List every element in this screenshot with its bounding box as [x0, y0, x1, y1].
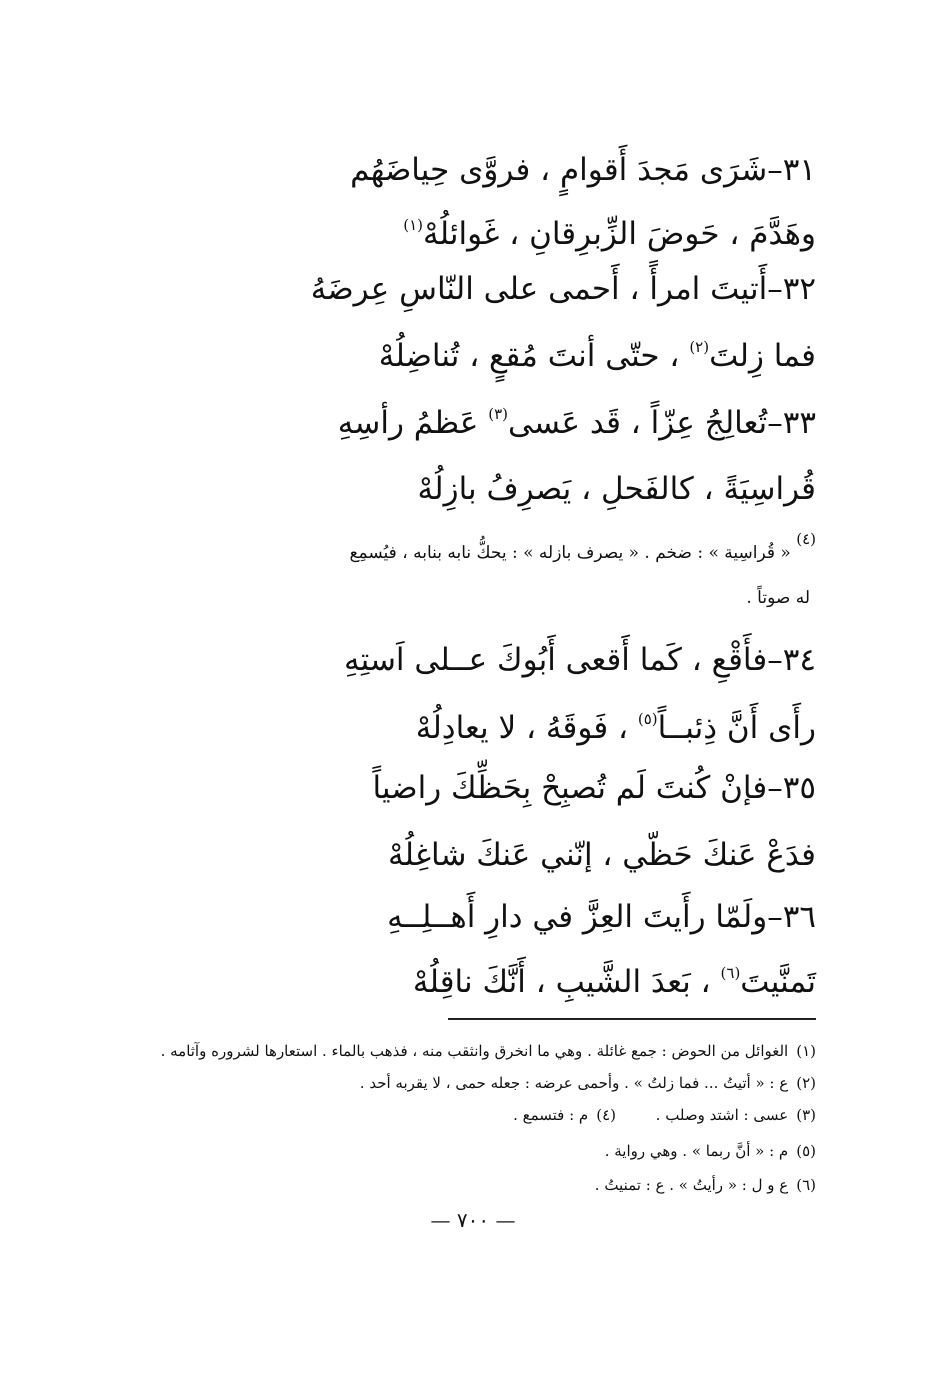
footnote-text: الغوائل من الحوض : جمع غائلة . وهي ما انخرق وانثقب منه ، فذهب بالماء . استعارها لشروره وآثامه .	[160, 1042, 789, 1060]
verse-text: قُراسِيَةً ، كالفَحلِ ، يَصرِفُ بازِلُهْ	[417, 471, 816, 507]
footnote-number: (٥)	[796, 1142, 816, 1160]
footnote-number: (٣)	[796, 1106, 816, 1124]
verse-number: ٣١	[782, 152, 816, 188]
gloss-line-1	[349, 530, 817, 565]
verse-36-first-hemistich: ٣٦–ولَمّا رأَيتَ العِزَّ في دارِ أَهــلِــهِ	[387, 899, 816, 935]
verse-number: ٣٤	[782, 642, 816, 678]
gloss-text: له صوتاً .	[746, 588, 810, 608]
footnote-number: (٢)	[796, 1074, 816, 1092]
verse-text: عَظمُ رأسِهِ	[337, 405, 479, 441]
footnote-1	[161, 1040, 816, 1062]
verse-text: فدَعْ عَنكَ حَظّي ، إنّني عَنكَ شاغِلُهْ	[387, 837, 816, 873]
verse-text: فإنْ كُنتَ لَم تُصبِحْ بِحَظِّكَ راضياً	[372, 770, 768, 806]
verse-33-second-hemistich	[418, 469, 816, 509]
verse-text: ولَمّا رأَيتَ العِزَّ في دارِ أَهــلِــهِ	[387, 899, 768, 935]
verse-36-second-hemistich	[413, 962, 816, 1002]
footnote-4	[513, 1104, 616, 1126]
footnote-number: (١)	[796, 1042, 816, 1060]
verse-35-first-hemistich: ٣٥–فإنْ كُنتَ لَم تُصبِحْ بِحَظِّكَ راضياً	[372, 770, 816, 806]
footnote-3	[656, 1104, 816, 1126]
verse-number: ٣٣	[782, 405, 816, 441]
footnote-text: عسى : اشتد وصلب .	[655, 1106, 789, 1124]
footnote-ref: (٦)	[720, 964, 741, 982]
footnote-number: (٤)	[596, 1106, 616, 1124]
footnote-ref: (٣)	[488, 405, 508, 423]
verse-31-second-hemistich	[403, 214, 816, 254]
footnote-text: ع : « أتيتُ ... فما زلتُ » . وأحمى عرضه : جعله حمى ، لا يقربه أحد .	[359, 1074, 789, 1092]
footnote-ref: (٢)	[689, 338, 710, 356]
verse-text: ، بَعدَ الشَّيبِ ، أَنَّكَ ناقِلُهْ	[412, 964, 711, 1000]
gloss-text: « قُراسِية » : ضخم . « يصرف بازله » : يحكُّ نابه بنابه ، فيُسمِع	[349, 543, 791, 563]
footnote-text: م : « أنَّ ربما » . وهي رواية .	[604, 1142, 789, 1160]
footnote-separator	[448, 1018, 816, 1020]
footnote-2	[360, 1072, 816, 1094]
footnote-6	[595, 1174, 816, 1196]
verse-text: أَتيتَ امرأً ، أَحمى على النّاسِ عِرضَهُ	[310, 271, 768, 307]
verse-text: فما زِلتَ	[709, 338, 816, 374]
verse-text: وهَدَّمَ ، حَوضَ الزِّبرِقانِ ، غَوائلُهْ	[423, 216, 816, 252]
verse-34-first-hemistich: ٣٤–فأَقْعِ ، كَما أَقعى أَبُوكَ عــلى اَستِهِ	[343, 642, 816, 678]
verse-32-first-hemistich: ٣٢–أَتيتَ امرأً ، أَحمى على النّاسِ عِرضَهُ	[310, 271, 816, 307]
footnote-ref: (١)	[403, 216, 423, 234]
page-number: — ٧٠٠ —	[430, 1208, 516, 1232]
verse-number: ٣٥	[782, 770, 816, 806]
gloss-line-2	[746, 586, 810, 610]
verse-34-second-hemistich	[416, 708, 816, 748]
verse-text: ، حتّى أنتَ مُقعٍ ، تُناضِلُهْ	[378, 338, 680, 374]
footnote-number: (٦)	[796, 1176, 816, 1194]
verse-31-first-hemistich: ٣١–شَرَى مَجدَ أَقوامٍ ، فروَّى حِياضَهُم	[350, 152, 816, 188]
verse-text: رأَى أَنَّ ذِئبــاً	[657, 710, 816, 746]
verse-text: تَمنَّيتَ	[740, 964, 816, 1000]
verse-text: ، فَوقَهُ ، لا يعادِلُهْ	[415, 710, 629, 746]
verse-text: شَرَى مَجدَ أَقوامٍ ، فروَّى حِياضَهُم	[350, 152, 768, 188]
footnote-ref: (٤)	[796, 530, 816, 548]
footnote-text: ع و ل : « رأيتُ » . ع : تمنيتُ .	[594, 1176, 789, 1194]
verse-number: ٣٦	[782, 899, 816, 935]
footnote-5	[605, 1140, 816, 1162]
verse-33-first-hemistich: ٣٣–تُعالِجُ عِزّاً ، قَد عَسى$^{(٣)}$ عَظمُ رأسِهِ	[337, 405, 816, 441]
footnote-ref: (٥)	[637, 710, 658, 728]
verse-32-second-hemistich	[379, 336, 816, 376]
footnote-text: م : فتسمع .	[513, 1106, 589, 1124]
verse-text: تُعالِجُ عِزّاً ، قَد عَسى	[507, 405, 768, 441]
verse-35-second-hemistich	[388, 835, 816, 875]
verse-text: فأَقْعِ ، كَما أَقعى أَبُوكَ عــلى اَستِهِ	[343, 642, 768, 678]
verse-number: ٣٢	[782, 271, 816, 307]
